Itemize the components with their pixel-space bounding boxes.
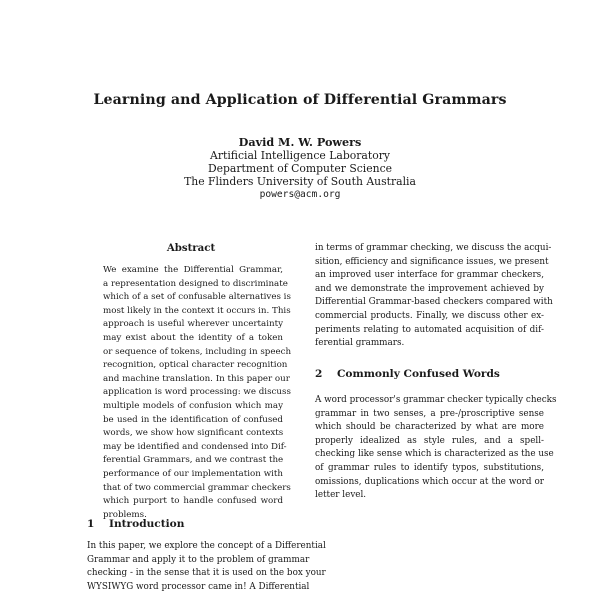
- body-line: commercial products. Finally, we discuss other ex-: [315, 310, 544, 321]
- section-1-title: Introduction: [109, 518, 185, 530]
- affiliation-line: Department of Computer Science: [207, 162, 393, 175]
- right-intro-text: [315, 242, 553, 351]
- abstract-line: multiple models of confusion which may: [103, 400, 283, 411]
- section-2-title: Commonly Confused Words: [337, 368, 500, 380]
- abstract-line: most likely in the context it occurs in. This: [103, 305, 291, 316]
- abstract-line: problems.: [103, 509, 147, 520]
- body-line: in terms of grammar checking, we discuss the acqui-: [315, 243, 552, 253]
- body-line: checking - in the sense that it is used on the box your: [87, 568, 326, 579]
- body-line: and we demonstrate the improvement achieved by: [315, 283, 544, 294]
- body-line: properly idealized as style rules, and a spell-: [315, 435, 544, 446]
- section-1-number: 1: [87, 518, 95, 530]
- body-line: Grammar and apply it to the problem of grammar: [87, 554, 310, 565]
- abstract-line: application is word processing: we discuss: [103, 387, 291, 398]
- abstract-line: recognition, optical character recognition: [103, 360, 288, 371]
- abstract-line: may be identified and condensed into Dif-: [103, 441, 287, 452]
- abstract-line: performance of our implementation with: [103, 468, 283, 479]
- body-line: WYSIWYG word processor came in! A Differential: [87, 581, 310, 592]
- abstract-line: be used in the identification of confused: [103, 414, 283, 425]
- abstract-line: or sequence of tokens, including in speech: [103, 346, 292, 357]
- body-line: A word processor's grammar checker typically checks: [315, 395, 557, 405]
- body-line: Differential Grammar-based checkers compared with: [315, 297, 553, 308]
- abstract-line: which of a set of confusable alternatives is: [103, 292, 291, 303]
- body-line: omissions, duplications which occur at the word or: [315, 476, 544, 487]
- body-line: sition, efficiency and significance issues, we present: [315, 256, 549, 267]
- section-2-number: 2: [315, 368, 323, 380]
- author-block: [0, 136, 600, 201]
- abstract-line: and machine translation. In this paper our: [103, 373, 290, 384]
- paper-title: Learning and Application of Differential Grammars: [93, 92, 507, 108]
- body-line: periments relating to automated acquisition of dif-: [315, 324, 544, 335]
- affiliation-line: Artificial Intelligence Laboratory: [210, 149, 390, 162]
- body-line: checking like sense which is characterized as the use: [315, 449, 554, 460]
- body-line: grammar in two senses, a pre-/proscriptive sense: [315, 408, 544, 419]
- section-2-heading: [315, 368, 500, 380]
- body-line: an improved user interface for grammar checkers,: [315, 270, 544, 281]
- abstract-line: may exist about the identity of a token: [103, 332, 283, 343]
- body-line: which should be characterized by what are more: [315, 422, 544, 433]
- section-2-body: [315, 394, 557, 503]
- abstract-line: words, we show how significant contexts: [103, 428, 284, 439]
- section-1-body: [87, 540, 326, 594]
- abstract-text: [103, 264, 292, 522]
- body-line: of grammar rules to identify typos, substitutions,: [315, 462, 544, 473]
- abstract-line: which purport to handle confused word: [103, 496, 283, 507]
- section-1-heading: [87, 518, 184, 530]
- abstract-line: a representation designed to discriminate: [103, 278, 288, 289]
- author-email: powers@acm.org: [259, 189, 341, 200]
- abstract-line: approach is useful wherever uncertainty: [103, 319, 283, 330]
- abstract-heading: Abstract: [166, 242, 216, 254]
- author-name: David M. W. Powers: [238, 135, 362, 149]
- body-line: letter level.: [315, 490, 367, 501]
- abstract-line: that of two commercial grammar checkers: [103, 482, 291, 493]
- abstract-line: We examine the Differential Grammar,: [103, 265, 283, 275]
- abstract-line: ferential Grammars, and we contrast the: [103, 455, 284, 466]
- body-line: In this paper, we explore the concept of a Differential: [87, 541, 326, 551]
- affiliation-line: The Flinders University of South Australia: [184, 175, 416, 188]
- body-line: ferential grammars.: [315, 338, 405, 349]
